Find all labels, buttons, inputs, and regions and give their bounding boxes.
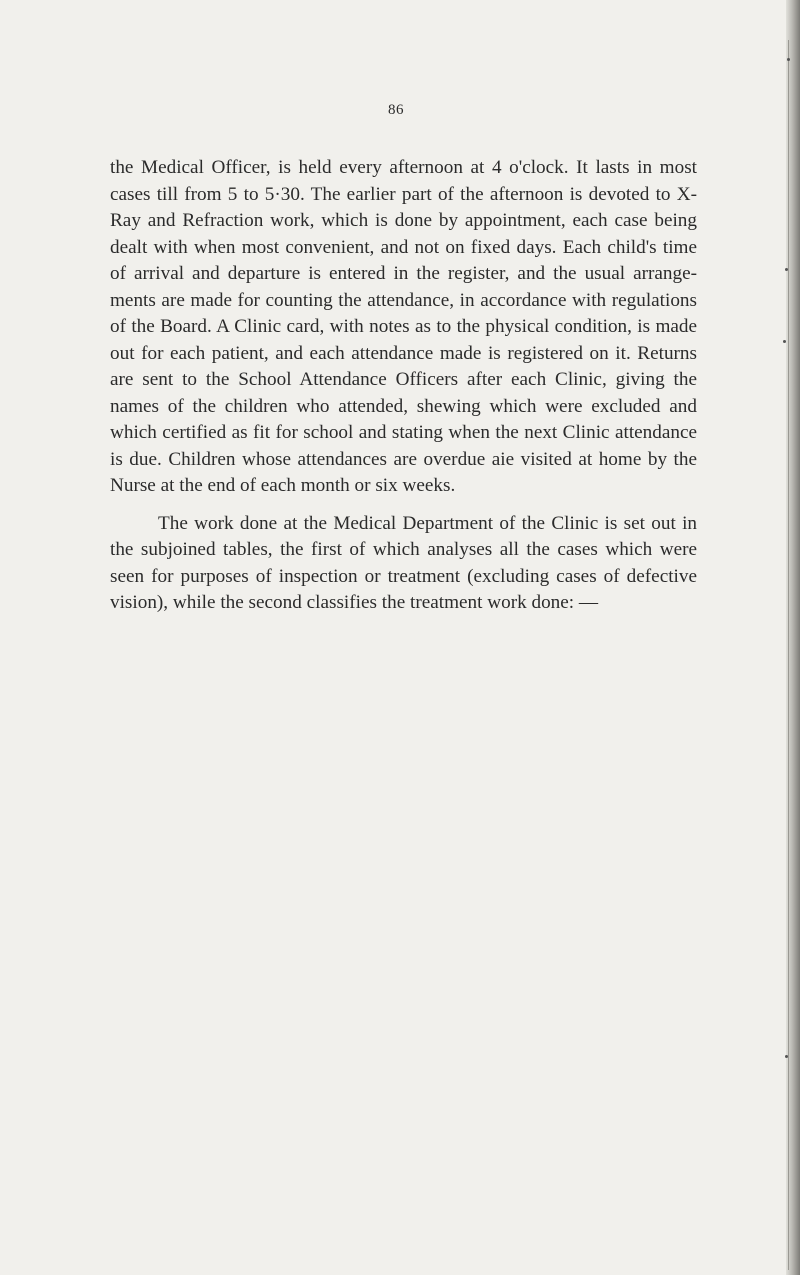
scan-speck: [785, 268, 788, 271]
page-edge-line: [788, 40, 789, 1270]
scan-speck: [787, 58, 790, 61]
paragraph-1: the Medical Officer, is held every afternoon at 4 o'clock. It lasts in most cases till from 5 to 5·30. The earlier part of the afternoon is devoted to X-Ray and Refraction work, which is done by appointment, each case being dealt with when most convenient, and not on fixed days. Each child's time of arrival and departure is entered in the register, and the usual arrange-ments are made for counting the attendance, in accordance with regulations of the Board. A Clinic card, with notes as to the physical condition, is made out for each patient, and each attendance made is registered on it. Returns are sent to the School Attendance Officers after each Clinic, giving the names of the children who attended, shewing which were excluded and which certified as fit for school and stating when the next Clinic attendance is due. Children whose attendances are overdue aie visited at home by the Nurse at the end of each month or six weeks.: [110, 157, 697, 496]
scan-speck: [785, 1055, 788, 1058]
scan-speck: [783, 340, 786, 343]
page-number: 86: [388, 102, 404, 118]
paragraph-2: The work done at the Medical Department of the Clinic is set out in the subjoined tables, the first of which analyses all the cases which were seen for purposes of inspection or treatment (excluding cases of defective vision), while the second classifies the treatment work done: —: [110, 512, 697, 613]
body-text: [110, 155, 697, 617]
